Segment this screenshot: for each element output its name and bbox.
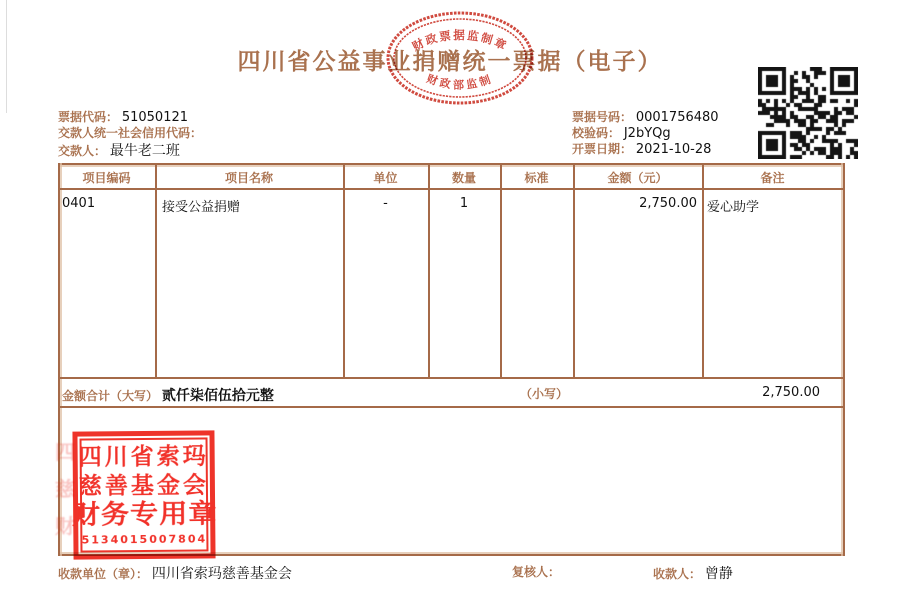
fiscal-oval-stamp-icon: [384, 10, 536, 106]
row-item-name: 接受公益捐赠: [162, 200, 241, 215]
seal-line-1: 四川省索玛: [78, 442, 209, 471]
col-divider-1: [155, 163, 157, 377]
svg-text:财政部监制: [425, 71, 495, 91]
receipt-code-value: 51050121: [121, 110, 189, 125]
total-row: [62, 385, 274, 405]
finance-seal: [71, 430, 218, 559]
finance-seal-inner-border: [71, 437, 218, 552]
col-divider-4: [500, 163, 502, 377]
seal-number: 5134015007804: [81, 532, 208, 547]
issue-date-label: 开票日期：: [572, 142, 633, 156]
row-remark: 爱心助学: [707, 200, 760, 215]
header-row-divider: [58, 188, 845, 190]
receipt-number-line: [572, 108, 719, 125]
seal-line-3: 财务专用章: [71, 499, 218, 531]
check-code-value: J2bYQg: [623, 126, 671, 141]
col-header-remark: 备注: [760, 171, 785, 185]
cashier-line: [653, 563, 733, 583]
payer-credit-code-line: [58, 124, 202, 141]
payer-credit-code-label: 交款人统一社会信用代码：: [58, 126, 203, 140]
col-divider-6: [702, 163, 704, 377]
payer-line: [58, 140, 180, 160]
total-amount-in-words: 贰仟柒佰伍拾元整: [161, 388, 274, 404]
row-unit: -: [383, 196, 388, 211]
total-label: 金额合计（大写）: [62, 389, 159, 403]
receipt-code-line: [58, 108, 188, 125]
issue-date-line: [572, 140, 711, 157]
col-header-standard: 标准: [524, 171, 549, 185]
total-row-top-divider: [58, 377, 845, 379]
qr-code: [758, 67, 858, 159]
svg-text:财政票据监制章: [410, 28, 510, 53]
total-row-bottom-divider: [58, 406, 845, 408]
row-quantity: 1: [459, 196, 469, 211]
oval-stamp-bottom-text: 财政部监制: [424, 72, 496, 92]
row-amount: 2,750.00: [639, 196, 697, 211]
receipt-number-value: 0001756480: [635, 110, 719, 125]
issue-date-value: 2021-10-28: [635, 142, 712, 157]
reviewer-line: [512, 563, 560, 580]
col-divider-5: [573, 163, 575, 377]
col-header-quantity: 数量: [451, 171, 476, 185]
col-header-item-code: 项目编码: [82, 171, 131, 185]
payer-value: 最牛老二班: [109, 143, 180, 159]
cashier-value: 曾静: [704, 566, 733, 582]
col-header-amount: 金额（元）: [607, 171, 668, 185]
cashier-label: 收款人：: [653, 567, 702, 581]
table-border-right: [843, 163, 845, 556]
col-header-unit: 单位: [373, 171, 398, 185]
col-header-item-name: 项目名称: [224, 171, 273, 185]
total-small-label: （小写）: [520, 387, 569, 401]
check-code-line: [572, 124, 671, 141]
seal-ghost-marks: 四慈财: [55, 440, 75, 538]
receipt-code-label: 票据代码：: [58, 110, 119, 124]
payee-unit-value: 四川省索玛慈善基金会: [151, 566, 292, 582]
row-item-code: 0401: [62, 196, 96, 211]
total-amount: 2,750.00: [762, 385, 820, 400]
check-code-label: 校验码：: [572, 126, 621, 140]
seal-line-2: 慈善基金会: [78, 471, 210, 500]
payee-unit-line: [58, 563, 292, 583]
payer-label: 交款人：: [58, 144, 107, 158]
reviewer-label: 复核人：: [512, 565, 561, 579]
receipt-title: 四川省公益事业捐赠统一票据（电子）: [237, 48, 663, 75]
receipt-number-label: 票据号码：: [572, 110, 633, 124]
payee-unit-label: 收款单位（章）：: [58, 567, 149, 581]
oval-stamp-top-text: 财政票据监制章: [409, 28, 511, 54]
table-border-top: [58, 163, 845, 165]
